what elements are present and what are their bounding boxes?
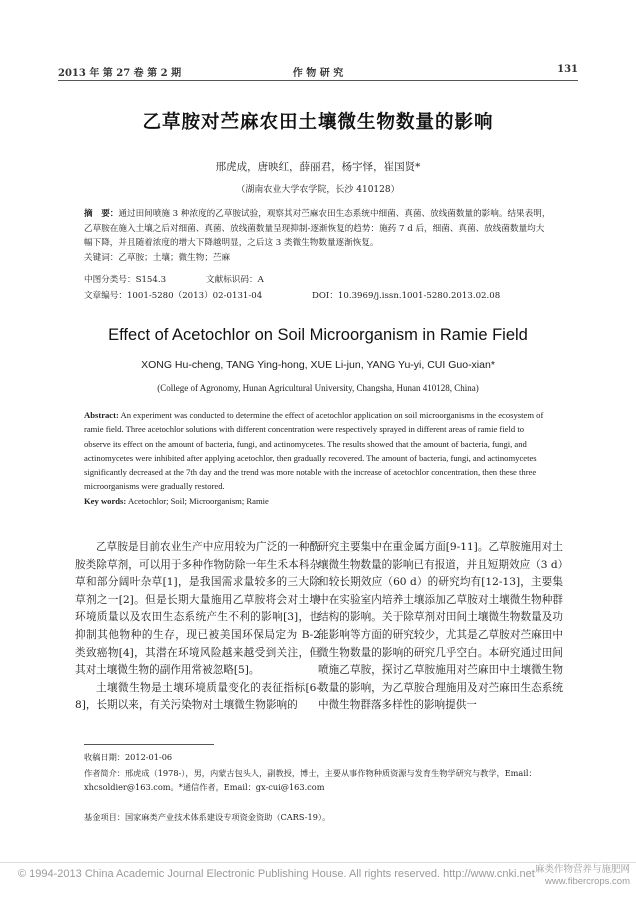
site-watermark: 麻类作物营养与施肥网 www.fibercrops.com xyxy=(534,864,630,887)
chinese-affiliation: （湖南农业大学农学院，长沙 410128） xyxy=(236,185,400,195)
body-paragraph: 土壤微生物是土壤环境质量变化的表征指标[6-8]，长期以来，有关污染物对土壤微生物影响的 xyxy=(75,681,320,712)
english-title: Effect of Acetochlor on Soil Microorganism in Ramie Field xyxy=(108,326,528,344)
english-abstract xyxy=(84,408,552,508)
english-keywords-label: Key words: xyxy=(84,495,127,506)
author-info: 作者简介：邢虎成（1978-），男，内蒙古包头人，副教授，博士，主要从事作物种质资源与发育生物学研究与教学，Email：xhcsoldier@163.com。*通信作者，Email：gx-cui@163.com xyxy=(84,768,537,793)
body-left-column xyxy=(75,539,320,715)
chinese-keywords: 关键词：乙草胺；土壤；微生物；苎麻 xyxy=(84,252,231,263)
chinese-abstract-label: 摘 要： xyxy=(84,209,119,219)
header-divider xyxy=(58,80,578,81)
footer-divider xyxy=(0,862,636,863)
footnote-divider xyxy=(84,744,214,745)
body-paragraph: 乙草胺是目前农业生产中应用较为广泛的一种酰胺类除草剂，可以用于多种作物防除一年生禾本科杂草和部分阔叶杂草[1]，是我国需求量较多的三大除草剂之一[2]。但是长期大量施用乙草胺将会对土壤环境质量以及农田生态系统产生不利的影响[3]，也抑制其他物种的生存，现已被美国环保局定为 B-2 类致癌物[4]，其潜在环境风险越来越受到关注，但其对土壤微生物的副作用常被忽略[5]。 xyxy=(75,541,320,677)
clc-number: 中图分类号：S154.3 xyxy=(84,275,167,285)
document-code: 文献标识码：A xyxy=(206,275,264,285)
fund-info: 基金项目：国家麻类产业技术体系建设专项资金资助（CARS-19）。 xyxy=(84,812,331,822)
chinese-abstract xyxy=(84,207,552,265)
chinese-abstract-text: 通过田间喷施 3 种浓度的乙草胺试验，观察其对苎麻农田生态系统中细菌、真菌、放线菌数量的影响。结果表明，乙草胺在施入土壤之后对细菌、真菌、放线菌数量呈现抑制-逐渐恢复的趋势：施药 7 d 后，细菌、真菌、放线菌数量均大幅下降，并且随着浓度的增大下降越明显，之后这 3 类微生物数量逐渐恢复。 xyxy=(84,209,551,249)
chinese-title: 乙草胺对苎麻农田土壤微生物数量的影响 xyxy=(142,112,494,133)
english-affiliation: (College of Agronomy, Hunan Agricultural University, Changsha, Hunan 410128, China) xyxy=(157,383,479,393)
article-number: 文章编号：1001-5280（2013）02-0131-04 xyxy=(84,291,263,301)
english-keywords: Acetochlor; Soil; Microorganism; Ramie xyxy=(127,495,269,506)
english-abstract-label: Abstract: xyxy=(84,410,119,420)
chinese-authors: 邢虎成，唐映红，薛丽君，杨宇怿，崔国贤* xyxy=(215,161,421,173)
journal-name: 作 物 研 究 xyxy=(292,68,344,79)
body-paragraph: 研究主要集中在重金属方面[9-11]。乙草胺施用对土壤微生物数量的影响已有报道，并且短期效应（3 d）和较长期效应（60 d）的研究均有[12-13]，主要集中在实验室内培养土壤添加乙草胺对土壤微生物种群结构的影响。关于除草剂对田间土壤微生物数量及功能影响等方面的研究较少，尤其是乙草胺对苎麻田中微生物数量的影响的研究几乎空白。本研究通过田间喷施乙草胺，探讨乙草胺施用对苎麻田中土壤微生物数量的影响，为乙草胺合理施用及对苎麻田生态系统中微生物群落多样性的影响提供一 xyxy=(318,541,563,712)
doi: DOI：10.3969/j.issn.1001-5280.2013.02.08 xyxy=(312,291,501,301)
received-date: 收稿日期：2012-01-06 xyxy=(84,752,173,762)
issue-info: 2013 年 第 27 卷 第 2 期 xyxy=(58,68,182,79)
english-authors: XONG Hu-cheng, TANG Ying-hong, XUE Li-jun, YANG Yu-yi, CUI Guo-xian* xyxy=(141,359,495,371)
copyright-notice: © 1994-2013 China Academic Journal Electronic Publishing House. All rights reserved. http://www.cnki.net xyxy=(18,868,535,880)
english-abstract-text: An experiment was conducted to determine the effect of acetochlor application on soil microorganisms in the ecosystem of ramie field. Three acetochlor solutions with different concentration were respectively sprayed in different areas of ramie field to observe its effect on the amount of bacteria, fungi, and actinomycetes. The results showed that the amount of bacteria, fungi, and actinomycetes were inhibited after applying acetochlor, then gradually recovered. The amount of bacteria, fungi, and actinomycetes significantly decreased at the 7th day and the trend was more notable with the increase of acetochlor concentration, then these three microorganisms were gradually restored. xyxy=(84,410,544,492)
body-right-column xyxy=(318,539,563,715)
page-number: 131 xyxy=(557,64,578,75)
